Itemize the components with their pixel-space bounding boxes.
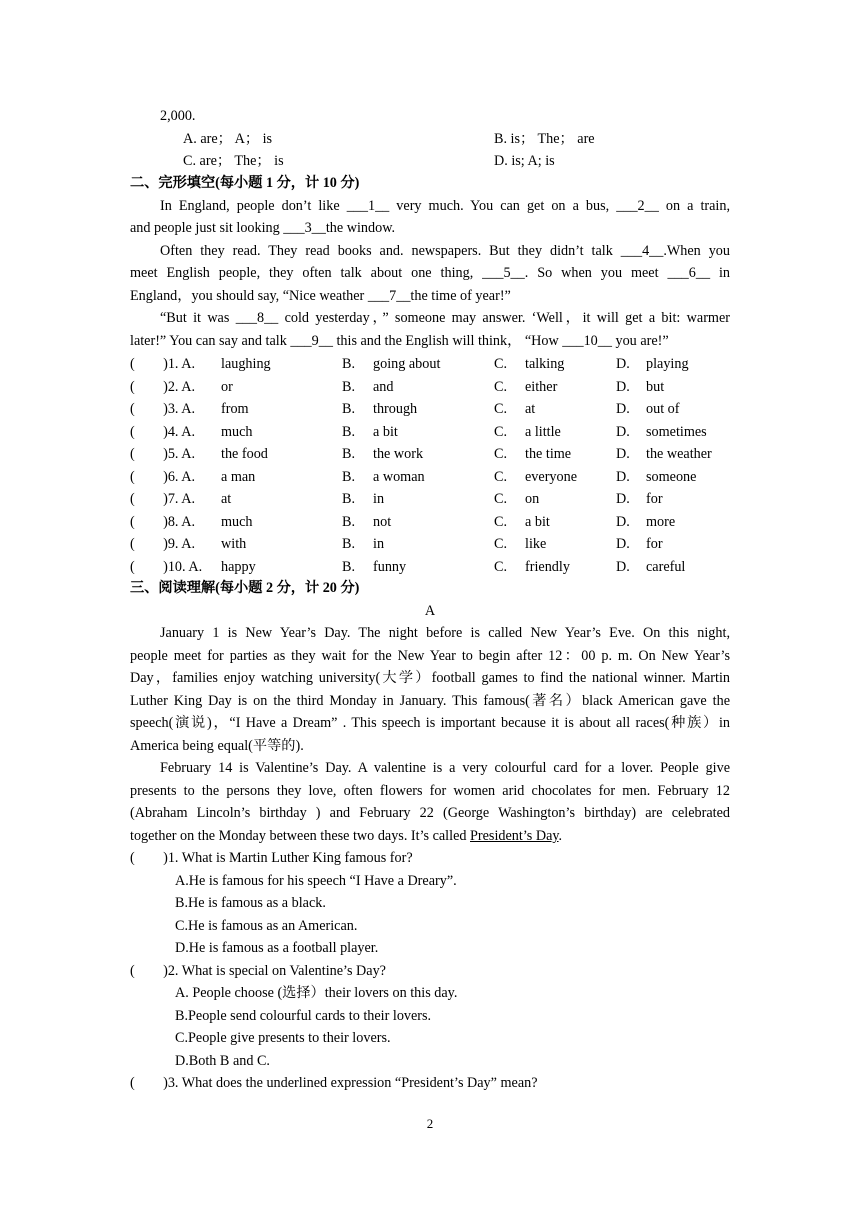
reading-q3-stem: ( )3. What does the underlined expression “President’s Day” mean?: [130, 1075, 538, 1091]
option-letter: D.: [616, 491, 630, 507]
reading-q1-option-b: B.He is famous as a black.: [175, 895, 326, 911]
passage-p2-line2: presents to the persons they love, often flowers for women arid chocolates for men. February 12: [130, 783, 730, 799]
option-text: but: [646, 378, 665, 395]
blank-1: ___1__: [346, 198, 390, 214]
section3-heading: 三、阅读理解(每小题 2 分，计 20 分): [130, 580, 360, 596]
option-text: in: [373, 536, 385, 552]
reading-q1-option-d: D.He is famous as a football player.: [175, 940, 379, 956]
option-text: a woman: [373, 468, 425, 485]
option-text: sometimes: [646, 423, 707, 440]
cloze-p1-line1: In England, people don’t like ___1__ very much. You can get on a bus, ___2__ on a train,: [160, 198, 730, 214]
option-letter: B.: [342, 378, 356, 395]
option-letter: C.: [494, 378, 508, 395]
option-letter: B.: [342, 468, 356, 485]
blank-5: ___5__: [482, 265, 525, 281]
reading-q2-stem: ( )2. What is special on Valentine’s Day?: [130, 963, 386, 979]
option-letter: D.: [616, 536, 630, 552]
option-text: much: [221, 513, 253, 530]
option-text: the time: [525, 446, 572, 462]
option-a: A. are； A； is: [183, 131, 273, 147]
option-text: out of: [646, 401, 680, 417]
cloze-p2-line1: Often they read. They read books and. newspapers. But they didn’t talk ___4__.When you: [160, 243, 730, 259]
option-text: a bit: [373, 423, 398, 440]
reading-q2-option-b: B.People send colourful cards to their lovers.: [175, 1008, 432, 1024]
option-text: not: [373, 513, 392, 530]
page-number: 2: [426, 1116, 434, 1131]
option-text: the weather: [646, 446, 712, 462]
option-text: at: [525, 401, 536, 417]
question-number: ( )6. A.: [130, 468, 196, 485]
cloze-question-row: [0, 466, 860, 489]
blank-2: ___2__: [616, 198, 659, 214]
option-text: much: [221, 423, 253, 440]
continuation-text: 2,000.: [160, 108, 196, 124]
option-b: B. is； The； are: [494, 131, 595, 147]
blank-4: ___4__: [620, 243, 664, 259]
question-number: ( )4. A.: [130, 423, 196, 440]
reading-q2-option-c: C.People give presents to their lovers.: [175, 1030, 391, 1046]
option-text: for: [646, 491, 663, 507]
option-text: a little: [525, 423, 561, 440]
option-letter: B.: [342, 423, 356, 440]
option-text: through: [373, 401, 418, 417]
option-letter: B.: [342, 558, 356, 575]
option-text: friendly: [525, 558, 570, 575]
option-text: talking: [525, 356, 565, 372]
option-text: and: [373, 378, 394, 395]
cloze-p3-line2: later!” You can say and talk ___9__ this and the English will think， “How ___10__ you are!”: [130, 333, 669, 349]
passage-p1-line5: speech(演说)，“I Have a Dream” . This speech is important because it is about all races(种族）in: [130, 715, 730, 731]
option-letter: D.: [616, 401, 630, 417]
option-letter: C.: [494, 356, 508, 372]
blank-7: ___7__: [367, 288, 411, 304]
option-letter: C.: [494, 401, 508, 417]
option-letter: B.: [342, 491, 356, 507]
section2-heading: 二、完形填空(每小题 1 分，计 10 分): [130, 175, 360, 191]
cloze-question-row: [0, 533, 860, 556]
option-letter: C.: [494, 536, 508, 552]
option-text: a man: [221, 468, 256, 485]
option-letter: C.: [494, 468, 508, 485]
blank-10: ___10__: [562, 333, 612, 349]
option-text: on: [525, 491, 540, 507]
question-number: ( )7. A.: [130, 491, 196, 507]
option-text: from: [221, 401, 249, 417]
option-letter: C.: [494, 423, 508, 440]
option-letter: C.: [494, 446, 508, 462]
cloze-question-row: [0, 421, 860, 444]
question-number: ( )8. A.: [130, 513, 196, 530]
reading-q2-option-d: D.Both B and C.: [175, 1053, 270, 1069]
underlined-presidents-day: President’s Day: [470, 828, 559, 844]
option-text: at: [221, 491, 232, 507]
question-number: ( )5. A.: [130, 446, 196, 462]
cloze-p2-line3: England，you should say, “Nice weather ___7__the time of year!”: [130, 288, 511, 304]
reading-q1-option-c: C.He is famous as an American.: [175, 918, 358, 934]
blank-8: ___8__: [235, 310, 279, 326]
passage-p1-line1: January 1 is New Year’s Day. The night before is called New Year’s Eve. On this night,: [160, 625, 730, 641]
option-text: funny: [373, 558, 407, 575]
question-number: ( )9. A.: [130, 536, 196, 552]
option-d: D. is; A; is: [494, 153, 555, 169]
passage-p2-line3: (Abraham Lincoln’s birthday ) and February 22 (George Washington’s birthday) are celebrated: [130, 805, 730, 821]
reading-q1-option-a: A.He is famous for his speech “I Have a Dreary”.: [175, 873, 457, 889]
option-text: a bit: [525, 513, 550, 530]
cloze-p2-line2: meet English people, they often talk about one thing, ___5__. So when you meet ___6__ in: [130, 265, 730, 281]
option-text: going about: [373, 356, 441, 372]
option-letter: C.: [494, 558, 508, 575]
option-letter: B.: [342, 513, 356, 530]
option-letter: B.: [342, 536, 356, 552]
option-letter: D.: [616, 468, 630, 485]
question-number: ( )2. A.: [130, 378, 196, 395]
cloze-question-row: [0, 488, 860, 511]
option-text: more: [646, 513, 676, 530]
passage-label: A: [424, 603, 436, 619]
option-text: everyone: [525, 468, 577, 485]
reading-q1-stem: ( )1. What is Martin Luther King famous for?: [130, 850, 413, 866]
passage-p1-line2: people meet for parties as they wait for the New Year to begin after 12：00 p. m. On New Year’s: [130, 648, 730, 664]
option-text: with: [221, 536, 247, 552]
option-letter: C.: [494, 491, 508, 507]
blank-6: ___6__: [667, 265, 711, 281]
option-letter: D.: [616, 378, 630, 395]
option-letter: D.: [616, 423, 630, 440]
option-letter: D.: [616, 446, 630, 462]
cloze-question-row: [0, 511, 860, 534]
option-letter: D.: [616, 356, 630, 372]
option-text: happy: [221, 558, 256, 575]
option-text: playing: [646, 356, 689, 372]
option-c: C. are； The； is: [183, 153, 284, 169]
option-letter: D.: [616, 513, 630, 530]
option-text: either: [525, 378, 558, 395]
option-text: careful: [646, 558, 686, 575]
question-number: ( )10. A.: [130, 558, 203, 575]
option-text: the food: [221, 446, 268, 462]
cloze-question-row: [0, 353, 860, 376]
option-text: laughing: [221, 356, 271, 372]
option-letter: C.: [494, 513, 508, 530]
cloze-question-row: [0, 376, 860, 399]
option-text: for: [646, 536, 663, 552]
passage-p1-line6: America being equal(平等的).: [130, 738, 304, 754]
question-number: ( )3. A.: [130, 401, 196, 417]
passage-p2-line1: February 14 is Valentine’s Day. A valentine is a very colourful card for a lover. People give: [160, 760, 730, 776]
passage-p1-line4: Luther King Day is on the third Monday in January. This famous(著名）black American gave the: [130, 693, 730, 709]
cloze-question-row: [0, 443, 860, 466]
option-text: someone: [646, 468, 697, 485]
option-letter: B.: [342, 356, 356, 372]
option-letter: D.: [616, 558, 630, 575]
option-text: or: [221, 378, 233, 395]
option-text: the work: [373, 446, 424, 462]
question-number: ( )1. A.: [130, 356, 196, 372]
blank-9: ___9__: [290, 333, 333, 349]
passage-p2-line4: together on the Monday between these two days. It’s called President’s Day.: [130, 828, 563, 844]
cloze-question-row: [0, 556, 860, 579]
option-text: like: [525, 536, 547, 552]
reading-q2-option-a: A. People choose (选择）their lovers on this day.: [175, 985, 458, 1001]
option-letter: B.: [342, 401, 356, 417]
cloze-p1-line2: and people just sit looking ___3__the window.: [130, 220, 396, 236]
cloze-question-row: [0, 398, 860, 421]
option-text: in: [373, 491, 385, 507]
option-letter: B.: [342, 446, 356, 462]
cloze-p3-line1: “But it was ___8__ cold yesterday，” someone may answer. ‘Well，it will get a bit: warmer: [160, 310, 730, 326]
blank-3: ___3__: [283, 220, 326, 236]
passage-p1-line3: Day，families enjoy watching university(大学）football games to find the national winner. Martin: [130, 670, 730, 686]
